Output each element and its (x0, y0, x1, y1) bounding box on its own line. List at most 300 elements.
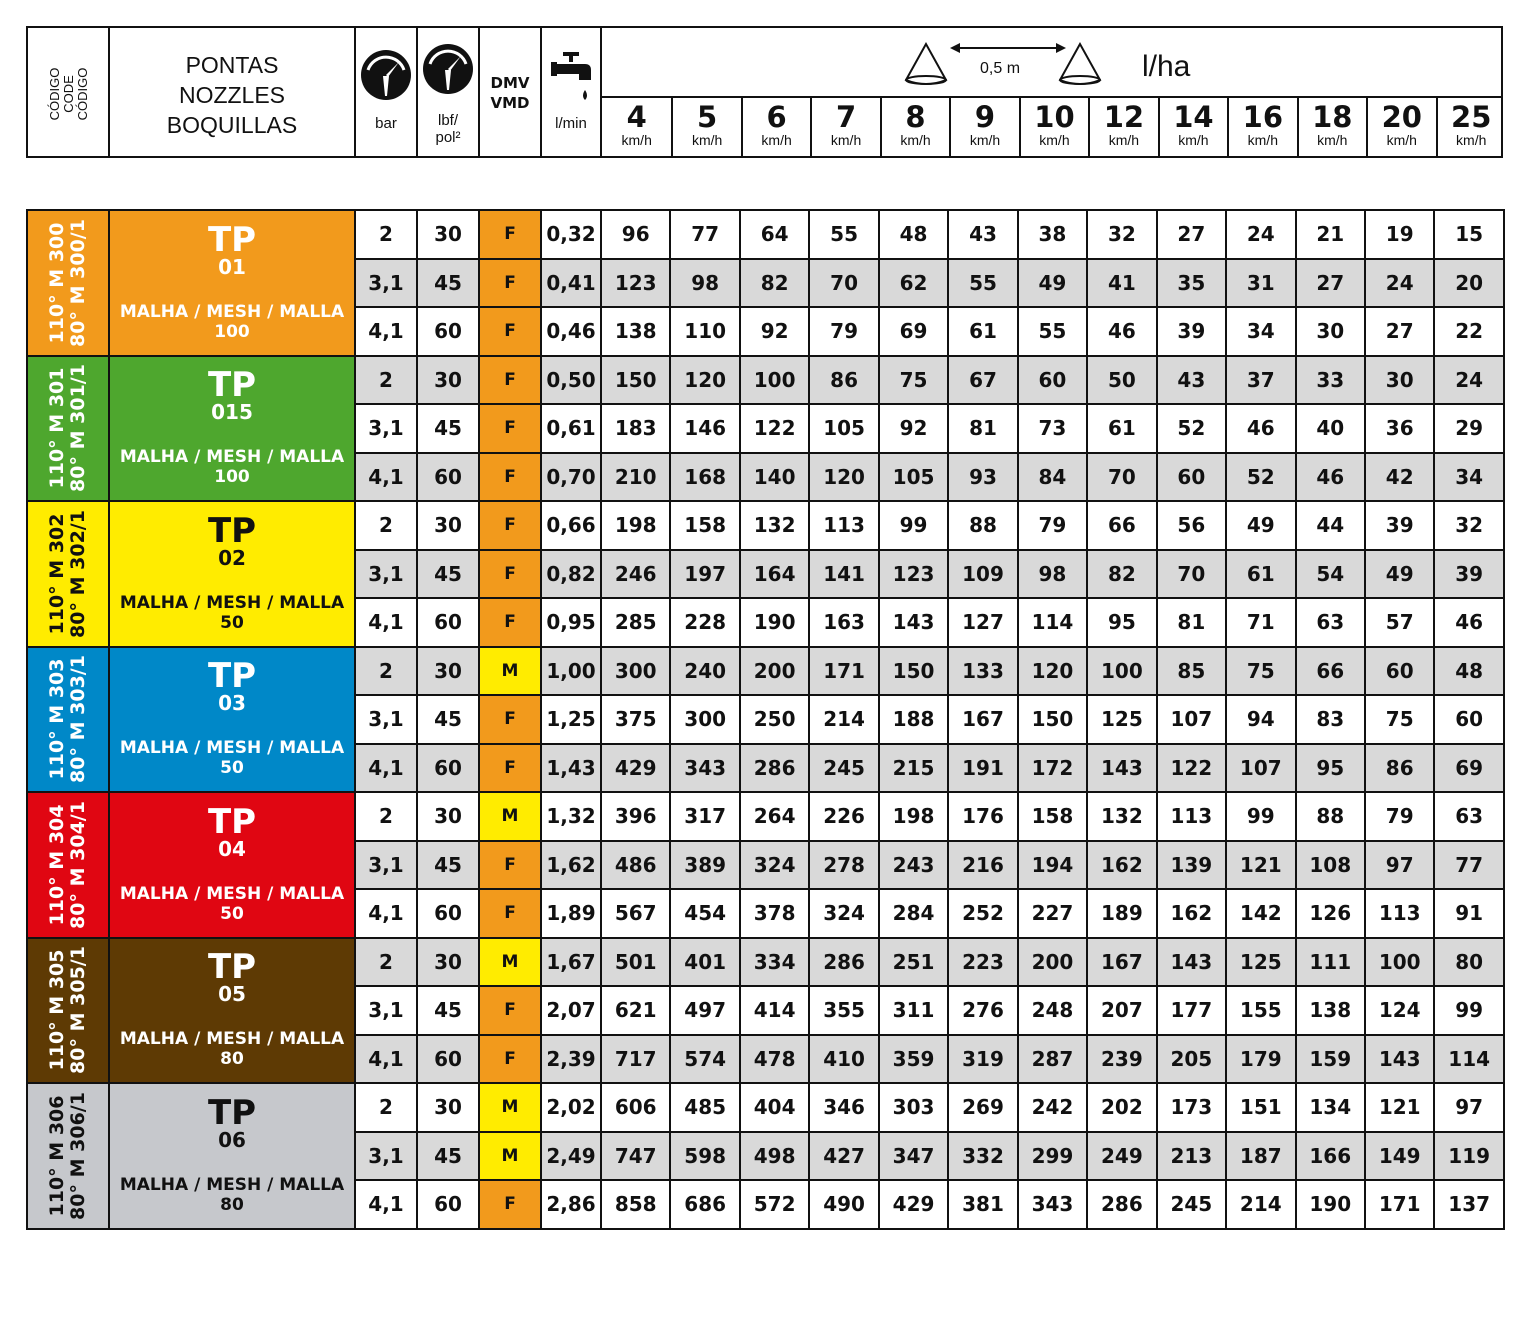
rate-cell: 94 (1226, 695, 1295, 744)
spray-diagram (602, 28, 1501, 98)
pressure-psi-cell: 60 (417, 453, 479, 502)
pressure-bar-cell: 4,1 (355, 598, 417, 647)
rate-cell: 286 (809, 938, 878, 987)
rate-cell: 606 (601, 1083, 670, 1132)
rate-unit: l/ha (1142, 50, 1191, 83)
rate-cell: 287 (1018, 1035, 1087, 1084)
rate-cell: 172 (1018, 744, 1087, 793)
rate-cell: 75 (879, 356, 948, 405)
rate-cell: 164 (740, 550, 809, 599)
code-80: 80° M 305/1 (67, 946, 89, 1075)
rate-cell: 183 (601, 404, 670, 453)
flow-cell: 2,07 (541, 986, 601, 1035)
nozzle-type: TP (207, 656, 257, 697)
rate-cell: 300 (670, 695, 739, 744)
rate-cell: 55 (948, 259, 1017, 308)
rate-cell: 485 (670, 1083, 739, 1132)
rate-cell: 19 (1365, 210, 1434, 259)
pressure-bar-cell: 4,1 (355, 889, 417, 938)
rate-cell: 249 (1087, 1132, 1156, 1181)
rate-cell: 114 (1018, 598, 1087, 647)
rate-cell: 75 (1365, 695, 1434, 744)
speed-unit: km/h (1317, 132, 1348, 148)
speed-unit: km/h (830, 132, 862, 148)
speed-value: 7 (835, 100, 857, 134)
speed-header-cell (1366, 98, 1435, 158)
rate-cell: 598 (670, 1132, 739, 1181)
flow-cell: 1,25 (541, 695, 601, 744)
rate-cell: 567 (601, 889, 670, 938)
rate-cell: 84 (1018, 453, 1087, 502)
rate-cell: 98 (1018, 550, 1087, 599)
nozzle-type: TP (207, 510, 257, 551)
rate-cell: 24 (1226, 210, 1295, 259)
rate-cell: 150 (601, 356, 670, 405)
rate-cell: 378 (740, 889, 809, 938)
rate-cell: 49 (1018, 259, 1087, 308)
rate-cell: 149 (1365, 1132, 1434, 1181)
code-header (28, 28, 110, 156)
pressure-psi-cell: 45 (417, 550, 479, 599)
pressure-psi-header (418, 28, 480, 156)
rate-cell: 79 (1365, 792, 1434, 841)
pressure-bar-cell: 4,1 (355, 453, 417, 502)
rate-cell: 150 (879, 647, 948, 696)
rate-cell: 138 (1296, 986, 1365, 1035)
rate-cell: 64 (740, 210, 809, 259)
rate-cell: 121 (1365, 1083, 1434, 1132)
nozzles-label-en: NOZZLES (178, 82, 286, 108)
rate-cell: 88 (1296, 792, 1365, 841)
rate-cell: 343 (670, 744, 739, 793)
code-80: 80° M 304/1 (67, 800, 89, 929)
pressure-psi-cell: 60 (417, 598, 479, 647)
rate-cell: 285 (601, 598, 670, 647)
dmv-class-cell: F (479, 841, 541, 890)
table-row (27, 938, 1504, 987)
speed-unit: km/h (761, 132, 792, 148)
rate-cell: 92 (740, 307, 809, 356)
rate-cell: 171 (809, 647, 878, 696)
speed-header-cell (810, 98, 879, 158)
rate-cell: 151 (1226, 1083, 1295, 1132)
flow-rate-table (26, 209, 1505, 1230)
speed-header-cell (1297, 98, 1366, 158)
speed-header-cell (1158, 98, 1227, 158)
code-label-es: CÓDIGO (75, 67, 90, 121)
rate-cell: 454 (670, 889, 739, 938)
speed-header (602, 28, 1501, 156)
rate-cell: 155 (1226, 986, 1295, 1035)
flow-cell: 0,61 (541, 404, 601, 453)
rate-cell: 20 (1434, 259, 1503, 308)
dmv-class-cell: M (479, 938, 541, 987)
nozzle-number: 015 (211, 400, 253, 425)
mesh-label: MALHA / MESH / MALLA (119, 1029, 345, 1050)
rate-cell: 276 (948, 986, 1017, 1035)
rate-cell: 239 (1087, 1035, 1156, 1084)
rate-cell: 91 (1434, 889, 1503, 938)
mesh-label: MALHA / MESH / MALLA (119, 301, 345, 322)
rate-cell: 389 (670, 841, 739, 890)
nozzle-name-cell (109, 210, 355, 356)
rate-cell: 158 (1018, 792, 1087, 841)
mesh-size: 100 (214, 467, 250, 488)
rate-cell: 60 (1018, 356, 1087, 405)
rate-cell: 166 (1296, 1132, 1365, 1181)
rate-cell: 24 (1365, 259, 1434, 308)
nozzles-header (110, 28, 356, 156)
rate-cell: 61 (1087, 404, 1156, 453)
nozzle-name-cell (109, 938, 355, 1084)
pressure-bar-cell: 3,1 (355, 695, 417, 744)
rate-cell: 324 (809, 889, 878, 938)
speed-value: 5 (697, 100, 718, 134)
speed-unit: km/h (691, 132, 723, 148)
rate-cell: 179 (1226, 1035, 1295, 1084)
rate-cell: 167 (948, 695, 1017, 744)
dmv-class-cell: F (479, 404, 541, 453)
nozzle-name-cell (109, 647, 355, 793)
nozzle-code-cell (27, 210, 109, 356)
rate-cell: 427 (809, 1132, 878, 1181)
rate-cell: 27 (1157, 210, 1226, 259)
speed-unit: km/h (1108, 132, 1140, 148)
pressure-psi-cell: 30 (417, 1083, 479, 1132)
rate-cell: 82 (740, 259, 809, 308)
rate-cell: 747 (601, 1132, 670, 1181)
rate-cell: 213 (1157, 1132, 1226, 1181)
rate-cell: 60 (1157, 453, 1226, 502)
flow-cell: 0,95 (541, 598, 601, 647)
rate-cell: 228 (670, 598, 739, 647)
pressure-bar-cell: 4,1 (355, 307, 417, 356)
pressure-bar-cell: 3,1 (355, 841, 417, 890)
rate-cell: 138 (601, 307, 670, 356)
rate-cell: 41 (1087, 259, 1156, 308)
table-row (27, 1083, 1504, 1132)
rate-cell: 34 (1434, 453, 1503, 502)
rate-cell: 75 (1226, 647, 1295, 696)
mesh-size: 50 (220, 903, 244, 924)
rate-cell: 133 (948, 647, 1017, 696)
rate-cell: 54 (1296, 550, 1365, 599)
rate-cell: 40 (1296, 404, 1365, 453)
code-110: 110° M 303 (46, 658, 68, 780)
rate-cell: 39 (1157, 307, 1226, 356)
rate-cell: 48 (1434, 647, 1503, 696)
dmv-label: DMV (490, 74, 530, 92)
rate-cell: 143 (879, 598, 948, 647)
dmv-class-cell: F (479, 744, 541, 793)
speed-value: 9 (974, 100, 996, 134)
rate-cell: 334 (740, 938, 809, 987)
rate-cell: 286 (1087, 1180, 1156, 1229)
mesh-size: 50 (220, 758, 244, 779)
pressure-psi-cell: 45 (417, 986, 479, 1035)
flow-header (542, 28, 602, 156)
rate-cell: 171 (1365, 1180, 1434, 1229)
nozzle-type: TP (207, 801, 257, 842)
rate-cell: 122 (1157, 744, 1226, 793)
rate-cell: 250 (740, 695, 809, 744)
flow-cell: 0,66 (541, 501, 601, 550)
rate-cell: 66 (1087, 501, 1156, 550)
rate-cell: 32 (1434, 501, 1503, 550)
code-110: 110° M 305 (46, 949, 68, 1071)
mesh-size: 50 (220, 612, 244, 633)
pressure-psi-cell: 60 (417, 307, 479, 356)
rate-cell: 717 (601, 1035, 670, 1084)
nozzle-name-cell (109, 501, 355, 647)
rate-cell: 34 (1226, 307, 1295, 356)
rate-cell: 245 (809, 744, 878, 793)
dmv-class-cell: M (479, 792, 541, 841)
rate-cell: 207 (1087, 986, 1156, 1035)
pressure-psi-cell: 30 (417, 210, 479, 259)
speed-header-cell (1227, 98, 1296, 158)
rate-cell: 71 (1226, 598, 1295, 647)
rate-cell: 62 (879, 259, 948, 308)
rate-cell: 246 (601, 550, 670, 599)
rate-cell: 486 (601, 841, 670, 890)
flow-cell: 2,39 (541, 1035, 601, 1084)
rate-cell: 81 (948, 404, 1017, 453)
rate-cell: 173 (1157, 1083, 1226, 1132)
pressure-bar-cell: 3,1 (355, 550, 417, 599)
rate-cell: 858 (601, 1180, 670, 1229)
dmv-class-cell: F (479, 598, 541, 647)
rate-cell: 215 (879, 744, 948, 793)
nozzle-code-cell (27, 1083, 109, 1229)
speed-unit: km/h (1039, 132, 1070, 148)
rate-cell: 240 (670, 647, 739, 696)
rate-cell: 70 (1087, 453, 1156, 502)
rate-cell: 21 (1296, 210, 1365, 259)
rate-cell: 63 (1296, 598, 1365, 647)
rate-cell: 346 (809, 1083, 878, 1132)
dmv-class-cell: M (479, 647, 541, 696)
rate-cell: 200 (740, 647, 809, 696)
flow-cell: 0,41 (541, 259, 601, 308)
speed-header-cell (602, 98, 671, 158)
dmv-class-cell: F (479, 356, 541, 405)
rate-cell: 188 (879, 695, 948, 744)
pressure-bar-cell: 4,1 (355, 1035, 417, 1084)
nozzle-code-cell (27, 647, 109, 793)
rate-cell: 198 (601, 501, 670, 550)
rate-cell: 198 (879, 792, 948, 841)
rate-cell: 38 (1018, 210, 1087, 259)
code-110: 110° M 306 (46, 1095, 68, 1217)
mesh-size: 80 (220, 1049, 244, 1070)
rate-cell: 252 (948, 889, 1017, 938)
rate-cell: 70 (809, 259, 878, 308)
rate-cell: 55 (1018, 307, 1087, 356)
rate-cell: 381 (948, 1180, 1017, 1229)
rate-cell: 429 (879, 1180, 948, 1229)
rate-cell: 29 (1434, 404, 1503, 453)
rate-cell: 132 (1087, 792, 1156, 841)
rate-cell: 132 (740, 501, 809, 550)
pressure-psi-cell: 60 (417, 1035, 479, 1084)
rate-cell: 343 (1018, 1180, 1087, 1229)
code-110: 110° M 301 (46, 367, 68, 489)
rate-cell: 163 (809, 598, 878, 647)
speed-value: 25 (1451, 100, 1492, 134)
rate-cell: 100 (1087, 647, 1156, 696)
dmv-header (480, 28, 542, 156)
rate-cell: 194 (1018, 841, 1087, 890)
flow-cell: 0,32 (541, 210, 601, 259)
rate-cell: 105 (879, 453, 948, 502)
pressure-bar-header (356, 28, 418, 156)
flow-cell: 0,46 (541, 307, 601, 356)
flow-cell: 2,86 (541, 1180, 601, 1229)
rate-cell: 44 (1296, 501, 1365, 550)
rate-cell: 214 (1226, 1180, 1295, 1229)
pressure-psi-cell: 30 (417, 501, 479, 550)
rate-cell: 97 (1365, 841, 1434, 890)
rate-cell: 119 (1434, 1132, 1503, 1181)
rate-cell: 189 (1087, 889, 1156, 938)
speed-value: 18 (1312, 100, 1353, 134)
speed-header-cell (1019, 98, 1088, 158)
rate-cell: 61 (1226, 550, 1295, 599)
mesh-label: MALHA / MESH / MALLA (119, 592, 345, 613)
rate-cell: 478 (740, 1035, 809, 1084)
flow-cell: 1,62 (541, 841, 601, 890)
nozzle-type: TP (207, 219, 257, 260)
pressure-bar-cell: 3,1 (355, 404, 417, 453)
pressure-bar-cell: 2 (355, 356, 417, 405)
rate-cell: 22 (1434, 307, 1503, 356)
nozzle-name-cell (109, 792, 355, 938)
rate-cell: 150 (1018, 695, 1087, 744)
code-label-en: CODE (61, 75, 76, 113)
speed-value: 10 (1034, 100, 1075, 134)
rate-cell: 123 (601, 259, 670, 308)
rate-cell: 99 (1434, 986, 1503, 1035)
rate-cell: 42 (1365, 453, 1434, 502)
speed-value: 14 (1173, 100, 1214, 134)
mesh-label: MALHA / MESH / MALLA (119, 738, 345, 759)
dmv-class-cell: F (479, 550, 541, 599)
rate-cell: 125 (1087, 695, 1156, 744)
rate-cell: 114 (1434, 1035, 1503, 1084)
speed-header-cell (949, 98, 1018, 158)
nozzle-type: TP (207, 947, 257, 988)
rate-cell: 31 (1226, 259, 1295, 308)
rate-cell: 55 (809, 210, 878, 259)
rate-cell: 248 (1018, 986, 1087, 1035)
rate-cell: 137 (1434, 1180, 1503, 1229)
pressure-psi-cell: 45 (417, 259, 479, 308)
rate-cell: 205 (1157, 1035, 1226, 1084)
rate-cell: 311 (879, 986, 948, 1035)
dmv-class-cell: F (479, 1035, 541, 1084)
dmv-class-cell: F (479, 889, 541, 938)
rate-cell: 113 (809, 501, 878, 550)
pressure-bar-cell: 4,1 (355, 744, 417, 793)
rate-cell: 30 (1365, 356, 1434, 405)
rate-cell: 168 (670, 453, 739, 502)
rate-cell: 143 (1365, 1035, 1434, 1084)
rate-cell: 359 (879, 1035, 948, 1084)
pressure-psi-cell: 45 (417, 1132, 479, 1181)
rate-cell: 396 (601, 792, 670, 841)
rate-cell: 109 (948, 550, 1017, 599)
rate-cell: 32 (1087, 210, 1156, 259)
rate-cell: 86 (1365, 744, 1434, 793)
rate-cell: 57 (1365, 598, 1434, 647)
rate-cell: 121 (1226, 841, 1295, 890)
rate-cell: 81 (1157, 598, 1226, 647)
rate-cell: 498 (740, 1132, 809, 1181)
rate-cell: 572 (740, 1180, 809, 1229)
psi-unit-bottom: pol² (435, 129, 461, 146)
rate-cell: 108 (1296, 841, 1365, 890)
flow-unit: l/min (555, 115, 587, 132)
rate-cell: 226 (809, 792, 878, 841)
rate-cell: 98 (670, 259, 739, 308)
rate-cell: 223 (948, 938, 1017, 987)
pressure-psi-cell: 60 (417, 1180, 479, 1229)
rate-cell: 621 (601, 986, 670, 1035)
rate-cell: 139 (1157, 841, 1226, 890)
speed-header-cell (880, 98, 949, 158)
rate-cell: 99 (879, 501, 948, 550)
pressure-bar-cell: 2 (355, 647, 417, 696)
pressure-psi-cell: 45 (417, 841, 479, 890)
rate-cell: 355 (809, 986, 878, 1035)
rate-cell: 176 (948, 792, 1017, 841)
rate-cell: 35 (1157, 259, 1226, 308)
rate-cell: 120 (670, 356, 739, 405)
rate-cell: 111 (1296, 938, 1365, 987)
rate-cell: 127 (948, 598, 1017, 647)
rate-cell: 162 (1157, 889, 1226, 938)
rate-cell: 70 (1157, 550, 1226, 599)
rate-cell: 251 (879, 938, 948, 987)
rate-cell: 126 (1296, 889, 1365, 938)
dmv-class-cell: F (479, 986, 541, 1035)
rate-cell: 73 (1018, 404, 1087, 453)
speed-unit: km/h (969, 132, 1001, 148)
dmv-class-cell: F (479, 453, 541, 502)
rate-cell: 15 (1434, 210, 1503, 259)
rate-cell: 125 (1226, 938, 1295, 987)
mesh-label: MALHA / MESH / MALLA (119, 1174, 345, 1195)
rate-cell: 113 (1157, 792, 1226, 841)
rate-cell: 79 (1018, 501, 1087, 550)
flow-cell: 0,50 (541, 356, 601, 405)
rate-cell: 79 (809, 307, 878, 356)
rate-cell: 187 (1226, 1132, 1295, 1181)
rate-cell: 324 (740, 841, 809, 890)
rate-cell: 77 (1434, 841, 1503, 890)
rate-cell: 490 (809, 1180, 878, 1229)
rate-cell: 37 (1226, 356, 1295, 405)
nozzle-code-cell (27, 792, 109, 938)
rate-cell: 124 (1365, 986, 1434, 1035)
rate-cell: 243 (879, 841, 948, 890)
rate-cell: 30 (1296, 307, 1365, 356)
pressure-bar-cell: 3,1 (355, 986, 417, 1035)
faucet-icon (549, 50, 593, 106)
nozzle-type: TP (207, 1092, 257, 1133)
rate-cell: 86 (809, 356, 878, 405)
